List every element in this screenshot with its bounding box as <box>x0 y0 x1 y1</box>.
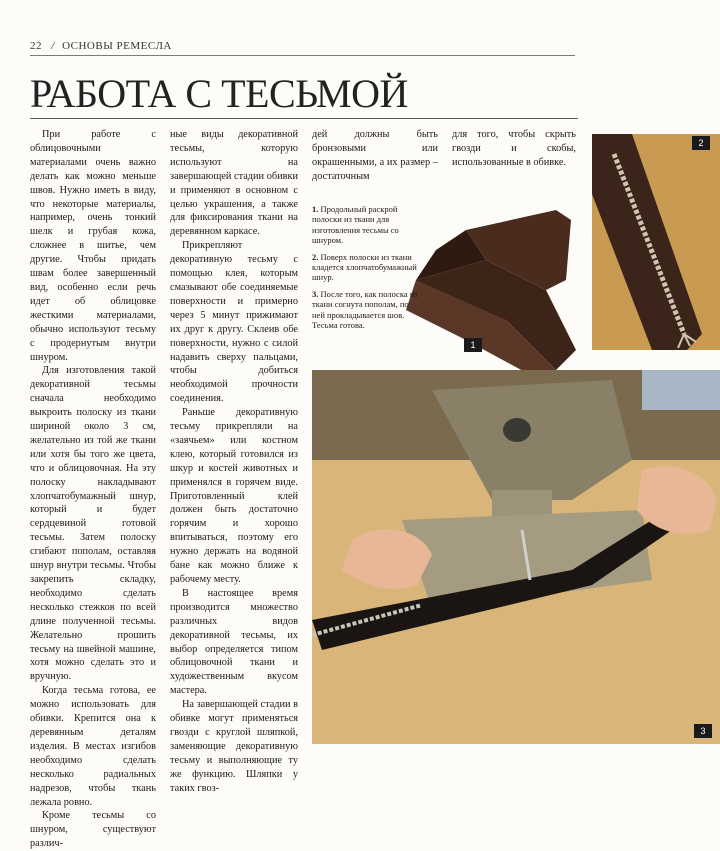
text-column-1 <box>30 128 156 851</box>
figure-1-fabric-strip <box>396 200 582 380</box>
text-column-2 <box>170 128 298 796</box>
figure-3-sewing-machine <box>312 370 720 744</box>
title-rule <box>30 118 578 119</box>
figure-2-cord-on-strip <box>592 134 720 350</box>
caption-1: 1. Продольный раскрой полоски из ткани для изготовления тесьмы со шнуром. <box>312 204 399 246</box>
paragraph: для того, чтобы скрыть гвозди и скобы, использованные в обивке. <box>452 129 576 168</box>
caption-2: 2. Поверх полоски из ткани кладется хлопчатобумажный шнур. <box>312 251 417 283</box>
section-name: ОСНОВЫ РЕМЕСЛА <box>62 40 172 52</box>
paragraph: На завершающей стадии в обивке могут применяться гвозди с круглой шляпкой, заменяющие декоративную тесьму и выполняющие ту же функцию. Шляпки у таких гвоз- <box>170 699 298 794</box>
paragraph: Для изготовления такой декоративной тесьмы сначала необходимо выкроить полоску из ткани шириной около 3 см, желательно из той же ткани или хотя бы того же цвета, что и облицовочная. На эту полоску накладывают хлопчатобумажный шнур, который и будет сердцевиной готовой тесьмы. Затем полоску сгибают пополам, оставляя шнур внутри тесьмы. Чтобы закрепить складку, необходимо сделать несколько стежков по всей длине полученной тесьмы. Желательно прошить тесьму на швейной машине, хотя можно сделать это и вручную. <box>30 365 156 683</box>
caption-3: 3. После того, как полоска из ткани согнута пополам, по ней прокладывается шов. Тесьма готова. <box>312 288 418 331</box>
figure-2-label: 2 <box>692 136 710 150</box>
text-column-4 <box>452 128 576 170</box>
paragraph: В настоящее время производится множество различных видов декоративной тесьмы, их выбор определяется типом облицовочной ткани и художественным вкусом мастера. <box>170 587 298 697</box>
paragraph: Когда тесьма готова, ее можно использовать для обивки. Крепится она к деревянным деталям изделия. В местах изгибов необходимо сделать несколько радиальных надрезов, чтобы ткань лежала ровно. <box>30 685 156 808</box>
header-separator: / <box>51 40 55 52</box>
paragraph: Прикрепляют декоративную тесьму с помощью клея, которым смазывают обе соединяемые поверхности и примерно через 5 минут прижимают их друг к другу. Склеив обе поверхности, нужно с силой надавить сверху пальцами, чтобы добиться необходимой прочности соединения. <box>170 240 298 405</box>
figure-captions <box>312 204 420 336</box>
paragraph: Кроме тесьмы со шнуром, существуют различ- <box>30 810 156 850</box>
header-rule <box>30 55 575 56</box>
figure-3-label: 3 <box>694 724 712 738</box>
paragraph: Раньше декоративную тесьму прикрепляли на «заячьем» или костном клею, который готовился из шкур и костей животных и применялся в горячем виде. Приготовленный клей должен быть достаточно горячим и хорошо впитываться, поэтому его нужно держать на водяной бане как можно ближе к рабочему месту. <box>170 407 298 585</box>
paragraph: дей должны быть бронзовыми или окрашенными, а их размер – достаточным <box>312 129 438 182</box>
running-header <box>30 40 575 52</box>
figure-1-label: 1 <box>464 338 482 352</box>
paragraph: При работе с облицовочными материалами очень важно делать как можно меньше швов. Нужно иметь в виду, что некоторые материалы, например, очень тонкий шелк и грубая кожа, сложнее в шитье, чем другие. Чтобы придать швам более завершенный вид, особенно если речь идет об облицовке жесткими материалами, обычно используют тесьму с продернутым внутри шнуром. <box>30 129 156 363</box>
text-column-3 <box>312 128 438 184</box>
page-title: РАБОТА С ТЕСЬМОЙ <box>30 71 408 116</box>
page-number: 22 <box>30 40 42 52</box>
paragraph: ные виды декоративной тесьмы, которую используют на завершающей стадии обивки и применяют в основном с целью украшения, а также для фиксирования ткани на деревянном каркасе. <box>170 129 298 238</box>
